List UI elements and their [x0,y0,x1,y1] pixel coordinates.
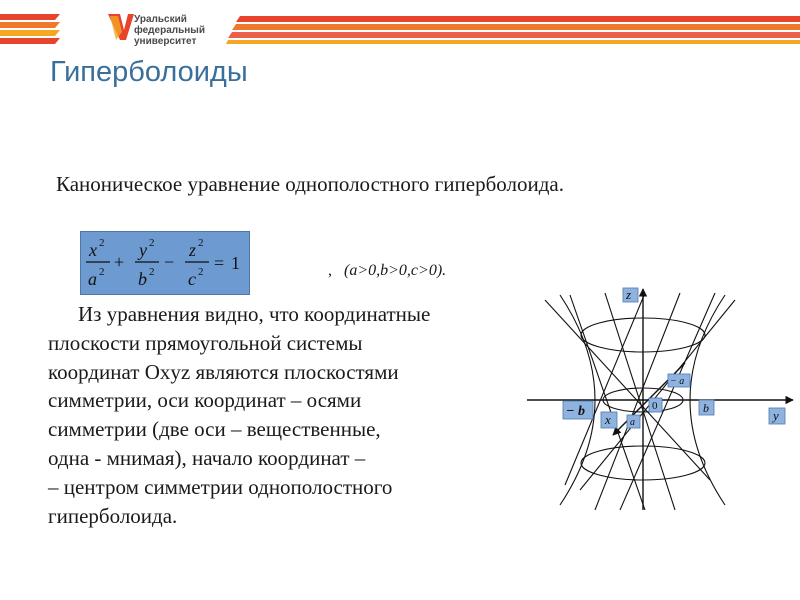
eq-c: c [188,269,196,289]
eq-sq: 2 [99,266,105,278]
eq-sq: 2 [99,237,105,249]
equation-box [80,231,250,295]
slide-subtitle: Каноническое уравнение однополостного гиперболоида. [56,172,564,196]
axis-label-y: y [773,408,779,423]
body-line: – центром симметрии однополостного [48,474,393,499]
label-b: b [703,401,709,415]
label-a: a [630,417,635,428]
stripes-right [226,16,800,44]
logo-line: Уральский [134,14,187,25]
logo-line: федеральный [134,25,205,36]
body-line: симметрии, оси координат – осями [48,388,362,413]
body-line: одна - мнимая), начало координат – [48,445,366,470]
axis-label-z: z [626,287,632,302]
logo-mark [108,14,134,40]
conditions-comma: , [328,262,332,279]
label-minus-b: − b [566,404,585,419]
stripes-left [0,14,60,44]
canonical-equation [81,232,249,294]
body-line: Из уравнения видно, что координатные [78,302,431,326]
eq-y: y [139,240,147,260]
eq-sq: 2 [198,266,204,278]
university-logo-text [134,14,205,47]
header-banner [0,0,800,50]
axis-label-x: x [605,412,611,427]
eq-b: b [138,269,147,289]
eq-sq: 2 [149,266,155,278]
eq-sq: 2 [149,237,155,249]
body-line: плоскости прямоугольной системы [48,330,363,355]
eq-a: a [88,269,97,289]
eq-minus: − [164,252,175,272]
label-origin: 0 [652,400,658,412]
logo-line: университет [134,36,197,47]
eq-x: x [89,240,97,260]
eq-one: 1 [231,253,240,273]
eq-z: z [189,240,197,260]
eq-sq: 2 [198,237,204,249]
slide-title: Гиперболоиды [50,56,248,88]
eq-equals: = [214,253,225,273]
eq-plus: + [114,252,125,272]
equation-conditions [328,262,446,280]
conditions-text: (a>0,b>0,c>0). [344,262,447,279]
body-paragraph [48,300,538,530]
body-line: симметрии (две оси – вещественные, [48,417,381,442]
body-line: гиперболоида. [48,503,178,528]
hyperboloid-diagram [525,285,800,515]
body-line: координат Oxyz являются плоскостями [48,359,399,384]
label-minus-a: − a [670,376,685,387]
